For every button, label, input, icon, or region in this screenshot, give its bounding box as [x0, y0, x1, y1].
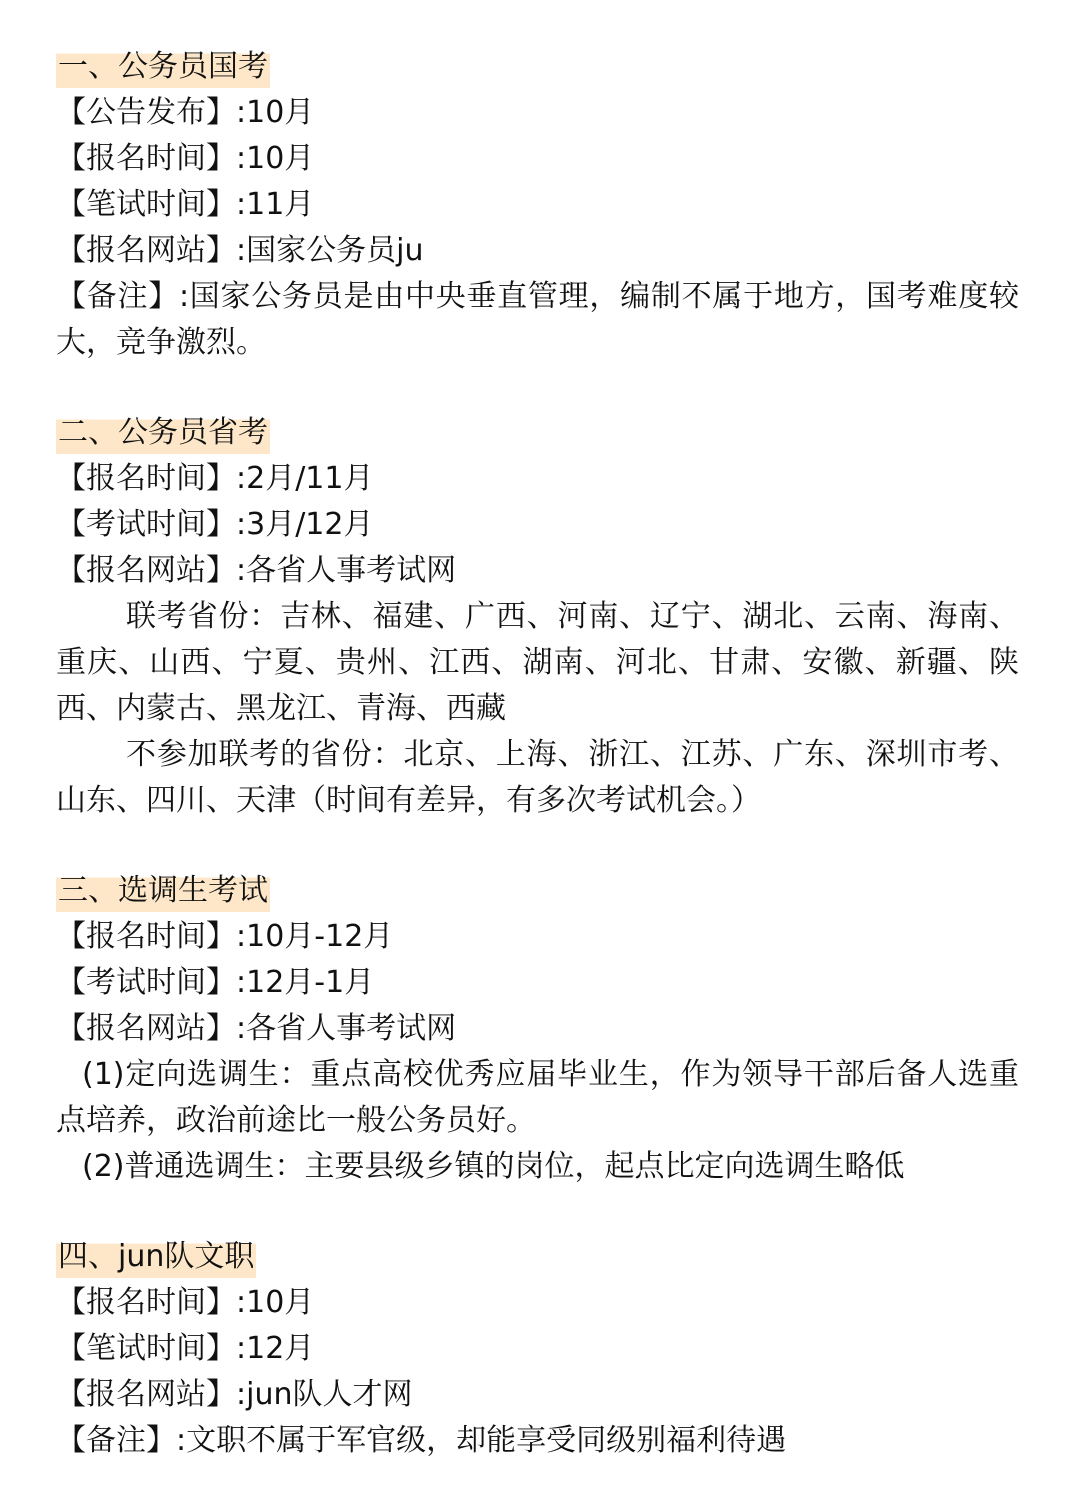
joint-exam-provinces: 联考省份：吉林、福建、广西、河南、辽宁、湖北、云南、海南、重庆、山西、宁夏、贵州、江西、湖南、河北、甘肃、安徽、新疆、陕西、内蒙古、黑龙江、青海、西藏	[56, 599, 1019, 726]
info-line: 【笔试时间】:12月	[56, 1331, 315, 1366]
info-line: 【报名网站】:各省人事考试网	[56, 553, 457, 588]
info-line: 【报名时间】:2月/11月	[56, 461, 374, 496]
section-selected-graduates	[56, 868, 1019, 1190]
section-heading: 一、公务员国考	[56, 46, 270, 88]
info-line: 【报名网站】:国家公务员ju	[56, 233, 424, 268]
section-heading: 三、选调生考试	[56, 870, 270, 912]
info-line: 【考试时间】:3月/12月	[56, 507, 374, 542]
section-heading: 四、jun队文职	[56, 1236, 256, 1278]
info-line: 【报名时间】:10月-12月	[56, 919, 394, 954]
info-line: 【公告发布】:10月	[56, 95, 315, 130]
info-line: 【报名网站】:各省人事考试网	[56, 1011, 457, 1046]
section-military-civilian	[56, 1234, 1019, 1464]
info-line: 【备注】:文职不属于军官级，却能享受同级别福利待遇	[56, 1423, 787, 1458]
note-paragraph: 【备注】:国家公务员是由中央垂直管理，编制不属于地方，国考难度较大，竞争激烈。	[56, 279, 1019, 360]
info-line: 【报名时间】:10月	[56, 1285, 315, 1320]
general-graduates-note: (2)普通选调生：主要县级乡镇的岗位，起点比定向选调生略低	[82, 1149, 905, 1184]
info-line: 【报名网站】:jun队人才网	[56, 1377, 413, 1412]
section-heading: 二、公务员省考	[56, 412, 270, 454]
info-line: 【笔试时间】:11月	[56, 187, 315, 222]
section-provincial-exam	[56, 410, 1019, 824]
targeted-graduates-note: (1)定向选调生：重点高校优秀应届毕业生，作为领导干部后备人选重点培养，政治前途比一般公务员好。	[56, 1057, 1019, 1138]
info-line: 【考试时间】:12月-1月	[56, 965, 375, 1000]
non-joint-exam-provinces: 不参加联考的省份：北京、上海、浙江、江苏、广东、深圳市考、山东、四川、天津（时间有差异，有多次考试机会。）	[56, 737, 1019, 818]
section-national-exam	[56, 44, 1019, 366]
info-line: 【报名时间】:10月	[56, 141, 315, 176]
